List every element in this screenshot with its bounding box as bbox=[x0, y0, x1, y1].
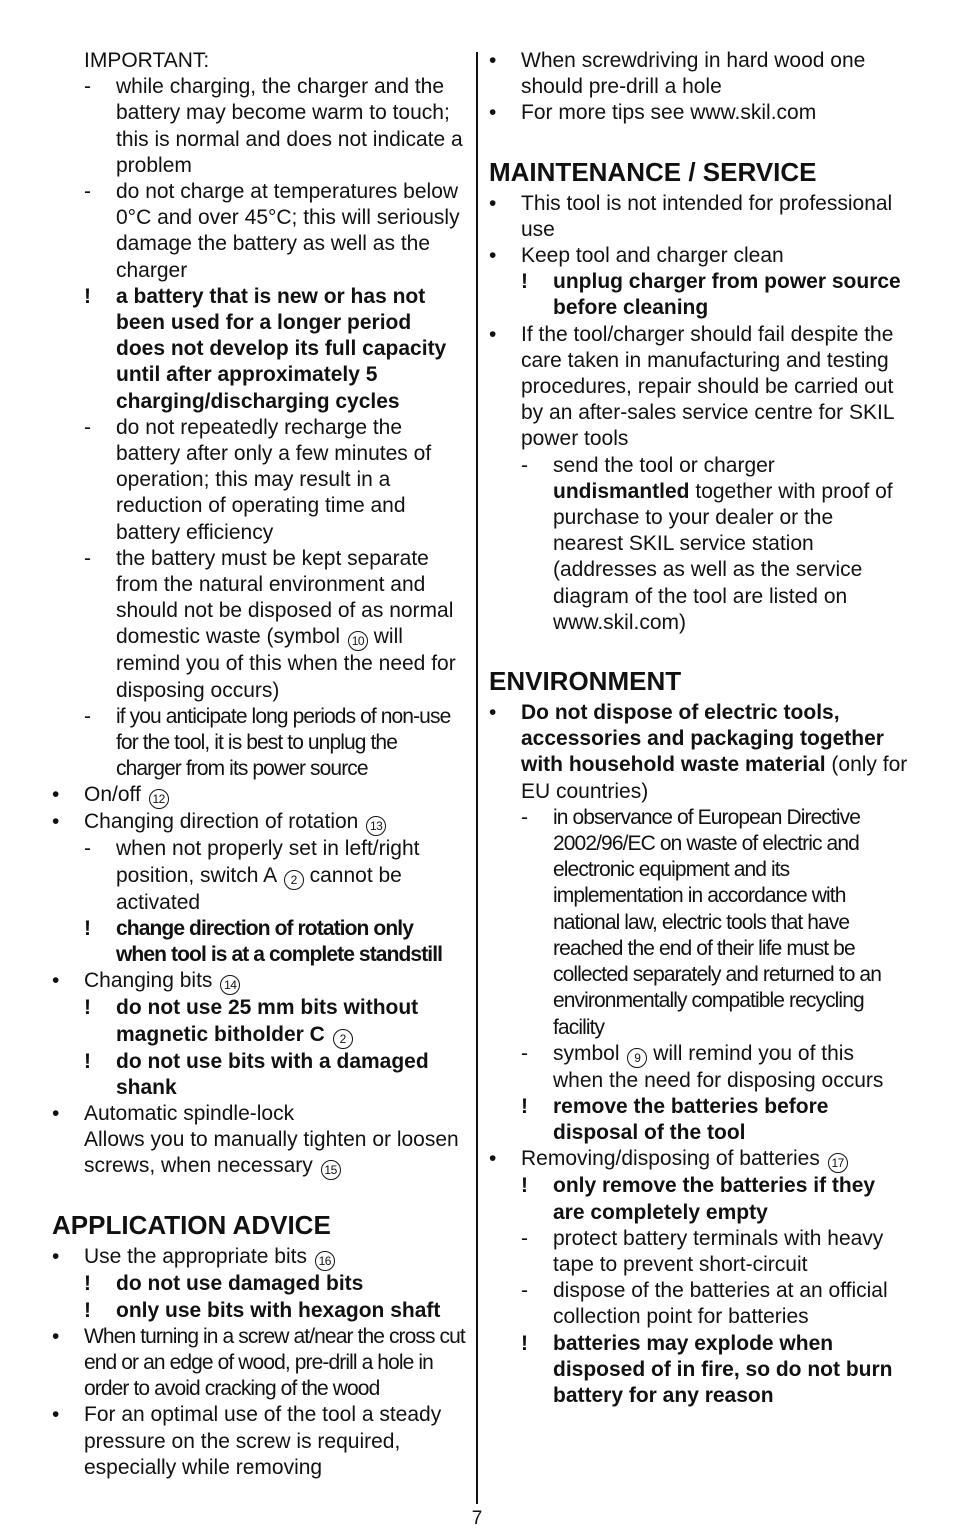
bullet-batteries: • Removing/disposing of batteries 17 bbox=[489, 1146, 909, 1173]
list-item: - dispose of the batteries at an official collection point for batteries bbox=[521, 1279, 888, 1329]
ref-number: 2 bbox=[284, 870, 304, 890]
ref-number: 14 bbox=[220, 975, 240, 995]
ref-number: 12 bbox=[149, 789, 169, 809]
warning-item: ! a battery that is new or has not been used for a longer period does not develop its full capacity until after approximately 5 charging/discharging cycles bbox=[84, 284, 447, 413]
ref-number: 13 bbox=[366, 816, 386, 836]
bullet-env: • Do not dispose of electric tools, accessories and packaging together with household waste material (only for EU countries) bbox=[489, 701, 908, 803]
warning-item: ! change direction of rotation only when tool is at a complete standstill bbox=[84, 916, 443, 967]
list-item: - do not repeatedly recharge the battery after only a few minutes of operation; this may result in a reduction of operating time and battery efficiency bbox=[84, 415, 432, 544]
bullet-hardwood: • When screwdriving in hard wood one should pre-drill a hole bbox=[489, 49, 866, 99]
bullet-maint: • Keep tool and charger clean bbox=[489, 244, 784, 268]
ref-number: 17 bbox=[828, 1153, 848, 1173]
list-item: - symbol 9 will remind you of this when the need for disposing occurs bbox=[521, 1041, 884, 1092]
left-column bbox=[52, 48, 466, 1481]
ref-number: 9 bbox=[627, 1048, 647, 1068]
bullet-tips: • For more tips see www.skil.com bbox=[489, 101, 817, 125]
warning-item: ! batteries may explode when disposed of in fire, so do not burn battery for any reason bbox=[521, 1331, 893, 1407]
warning-item: ! do not use damaged bits bbox=[84, 1272, 364, 1296]
warning-item: ! only use bits with hexagon shaft bbox=[84, 1298, 441, 1322]
bullet-app-bits: • Use the appropriate bits 16 bbox=[52, 1244, 466, 1271]
heading-maintenance: MAINTENANCE / SERVICE bbox=[489, 156, 817, 187]
bullet-cross-cut: • When turning in a screw at/near the cross cut end or an edge of wood, pre-drill a hole in order to avoid cracking of the wood bbox=[52, 1324, 465, 1401]
spindle-description: Allows you to manually tighten or loosen screws, when necessary 15 bbox=[52, 1127, 466, 1180]
warning-item: ! remove the batteries before disposal of the tool bbox=[521, 1094, 829, 1145]
right-column bbox=[489, 48, 909, 1409]
warning-item: ! only remove the batteries if they are completely empty bbox=[521, 1174, 876, 1224]
heading-environment: ENVIRONMENT bbox=[489, 666, 682, 697]
ref-number: 10 bbox=[348, 631, 368, 651]
ref-number: 16 bbox=[315, 1251, 335, 1271]
column-divider bbox=[476, 52, 478, 1504]
bullet-maint: • This tool is not intended for professional use bbox=[489, 191, 893, 241]
bullet-maint: • If the tool/charger should fail despite the care taken in manufacturing and testing procedures, repair should be carried out by an after-sales service centre for SKIL power tools bbox=[489, 322, 894, 451]
warning-item: ! do not use 25 mm bits without magnetic bitholder C 2 bbox=[52, 995, 466, 1048]
ref-number: 15 bbox=[321, 1160, 341, 1180]
bullet-onoff: • On/off 12 bbox=[52, 782, 466, 809]
ref-number: 2 bbox=[333, 1029, 353, 1049]
bullet-bits: • Changing bits 14 bbox=[52, 968, 466, 995]
list-item: - when not properly set in left/right position, switch A 2 cannot be activated bbox=[84, 837, 420, 914]
list-item: - send the tool or charger undismantled together with proof of purchase to your dealer or the nearest SKIL service station (addresses as well as the service diagram of the tool are listed on www.skil.com) bbox=[521, 453, 893, 634]
bullet-pressure: • For an optimal use of the tool a steady pressure on the screw is required, especially while removing bbox=[52, 1403, 442, 1479]
page-number: 7 bbox=[471, 1508, 483, 1529]
list-item: - if you anticipate long periods of non-use for the tool, it is best to unplug the charger from its power source bbox=[84, 704, 451, 781]
bullet-spindle: • Automatic spindle-lock bbox=[52, 1101, 295, 1125]
list-item: - protect battery terminals with heavy tape to prevent short-circuit bbox=[521, 1226, 884, 1276]
important-label: IMPORTANT: bbox=[84, 49, 210, 72]
list-item: - in observance of European Directive 2002/96/EC on waste of electric and electronic equipment and its implementation in accordance with national law, electric tools that have reached the end of their life must be collected separately and returned to an environmentally compatible recycling facility bbox=[521, 805, 881, 1039]
warning-item: ! unplug charger from power source before cleaning bbox=[521, 270, 901, 320]
list-item: - the battery must be kept separate from the natural environment and should not be disposed of as normal domestic waste (symbol 10 will remind you of this when the need for disposing occurs) bbox=[84, 546, 456, 702]
warning-item: ! do not use bits with a damaged shank bbox=[84, 1049, 429, 1099]
heading-application-advice: APPLICATION ADVICE bbox=[52, 1210, 331, 1241]
list-item: - while charging, the charger and the battery may become warm to touch; this is normal and does not indicate a problem bbox=[84, 75, 463, 177]
list-item: - do not charge at temperatures below 0°C and over 45°C; this will seriously damage the battery as well as the charger bbox=[84, 180, 460, 282]
bullet-rotation: • Changing direction of rotation 13 bbox=[52, 809, 466, 836]
